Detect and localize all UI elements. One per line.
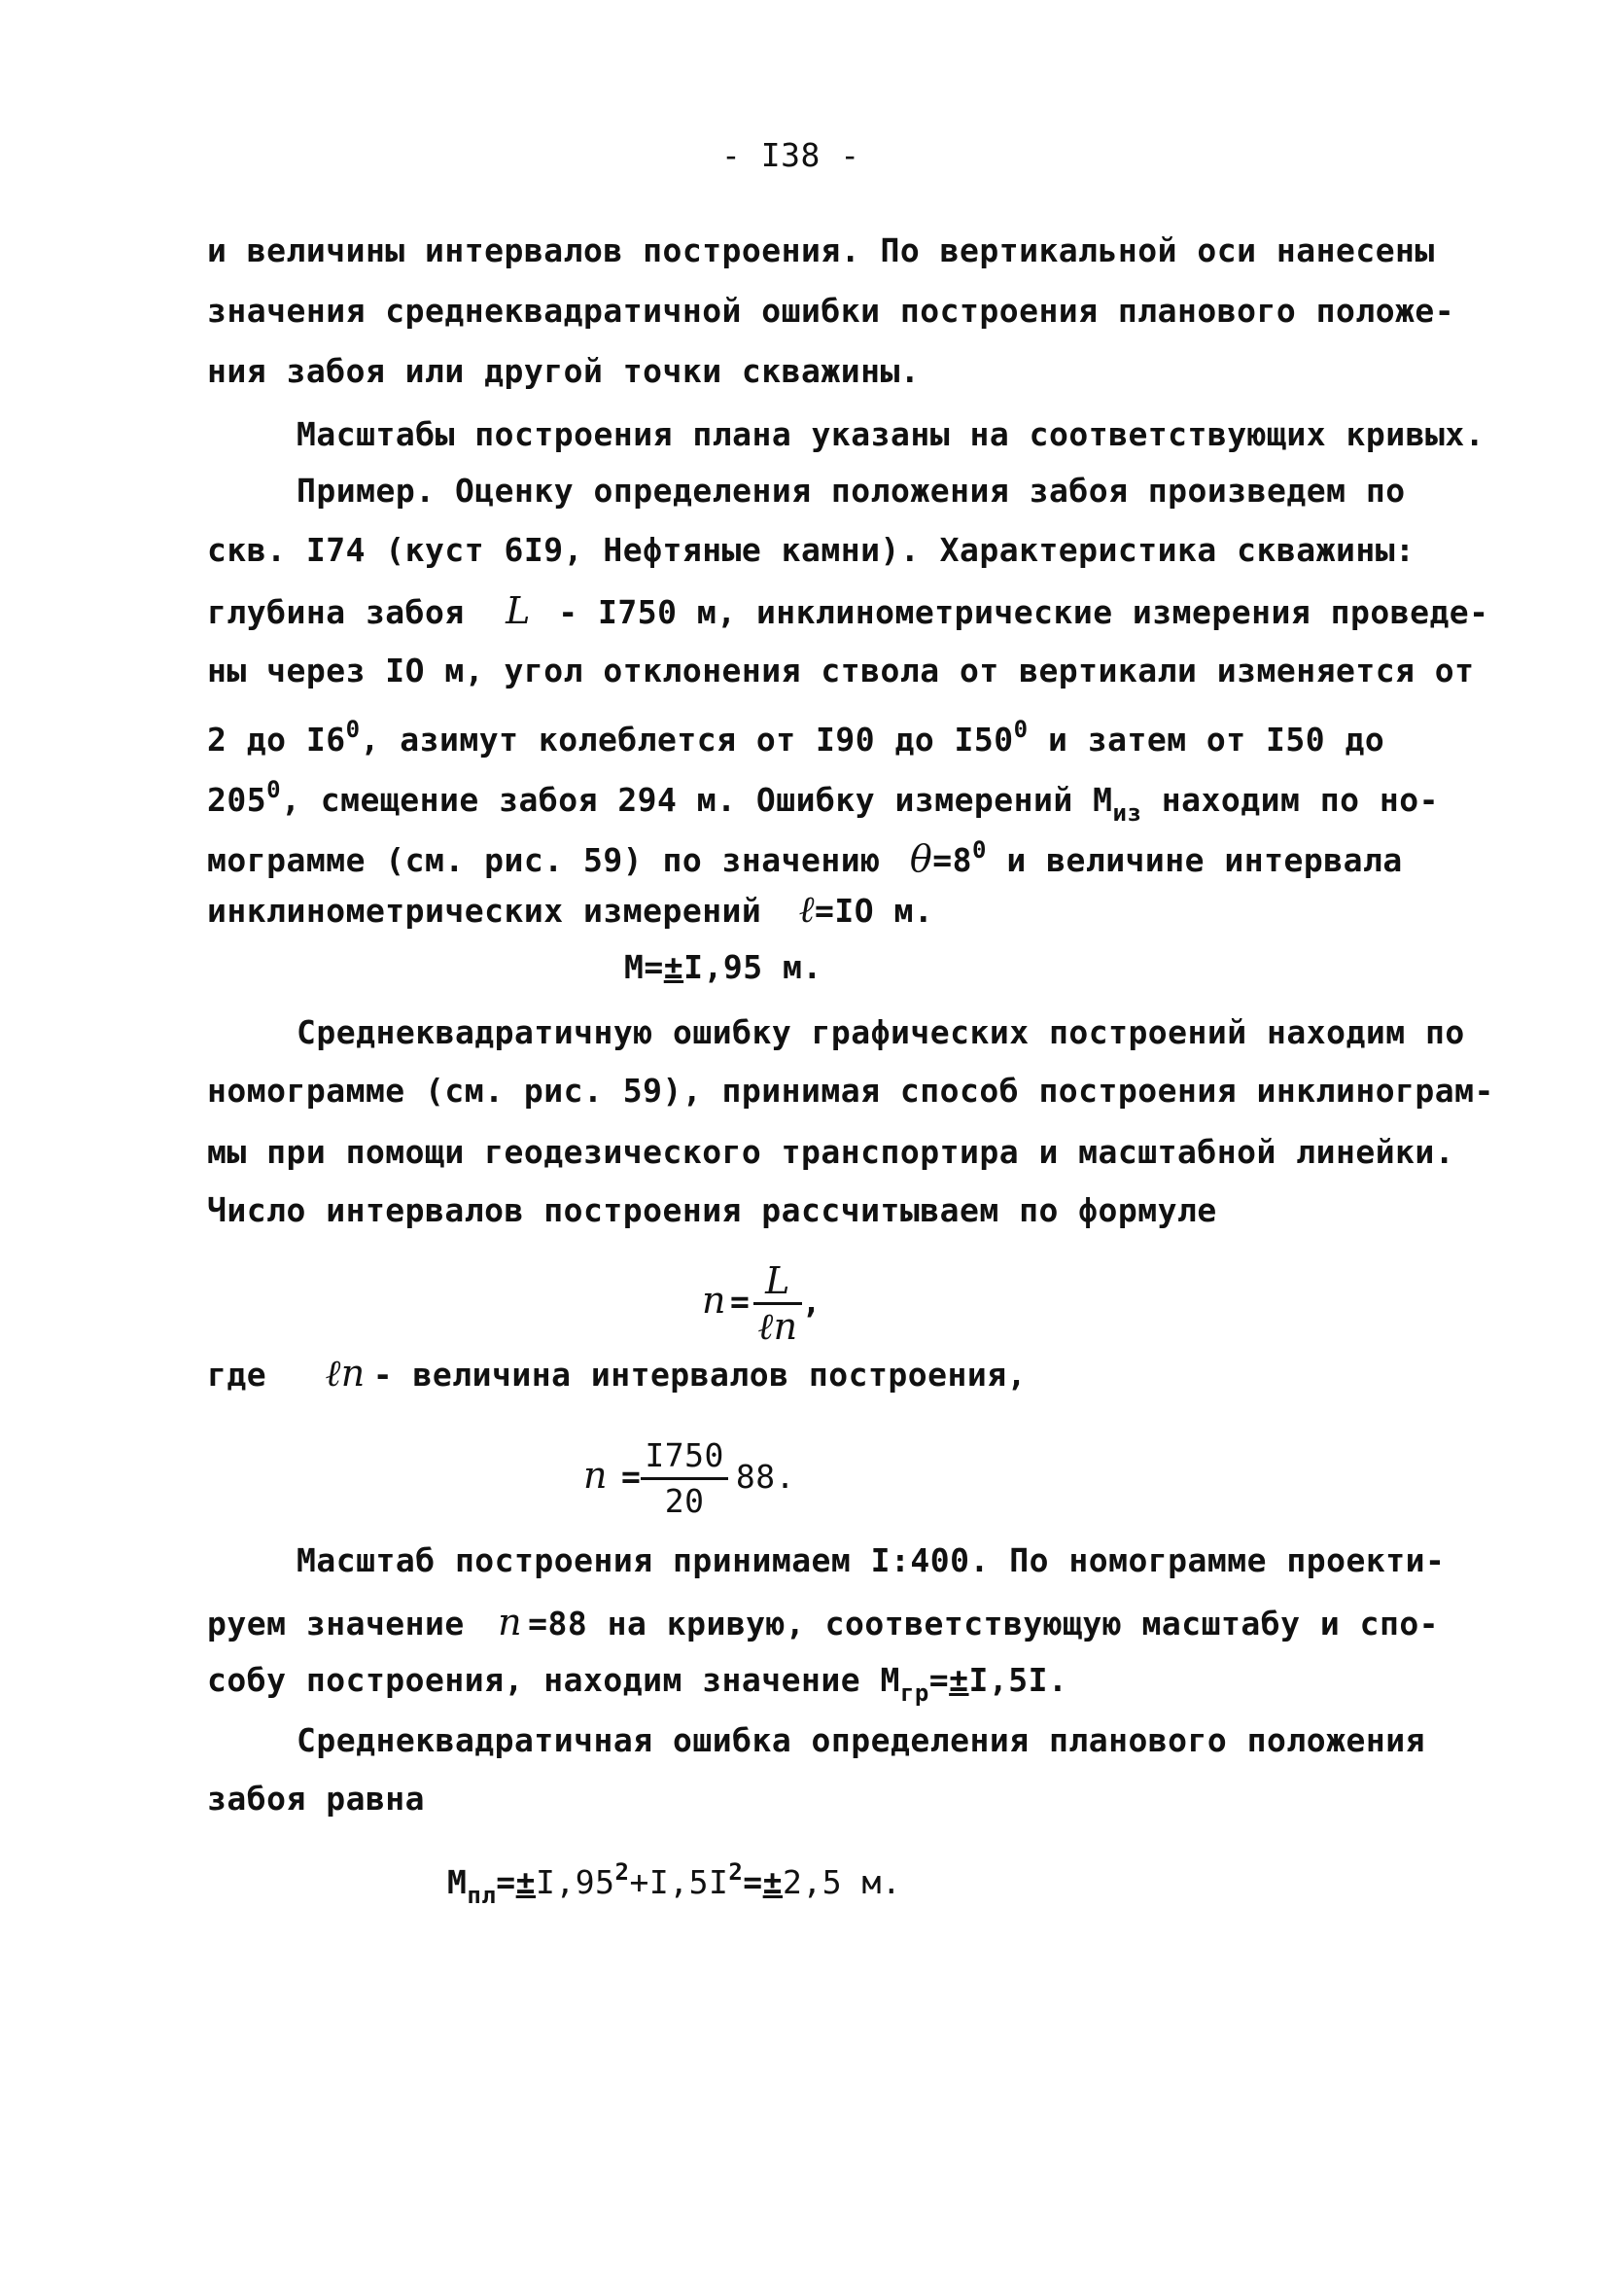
text-line: ны через IO м, угол отклонения ствола от вертикали изменяется от (207, 652, 1475, 689)
formula-n (702, 1259, 821, 1348)
formula-text: = (620, 1458, 642, 1496)
math-variable-L: L (506, 589, 531, 632)
plus-minus: ± (663, 948, 684, 986)
text-line: скв. I74 (куст 6I9, Нефтяные камни). Характеристика скважины: (207, 531, 1416, 569)
formula-text: 2,5 м. (783, 1863, 902, 1901)
subscript: гр (899, 1679, 929, 1707)
text-line (207, 890, 933, 931)
degree-mark: 0 (972, 836, 987, 864)
page-number: - I38 - (721, 136, 860, 174)
text-line: Масштаб построения принимаем I:400. По номограмме проекти- (297, 1541, 1446, 1579)
fraction (753, 1259, 801, 1348)
text-segment: = (928, 1661, 950, 1699)
text-segment: 2 до I6 (207, 721, 346, 759)
text-segment: =IO м. (815, 892, 934, 930)
text-segment: находим по но- (1141, 781, 1439, 819)
formula-m-pl (447, 1853, 901, 1915)
text-line (207, 710, 1384, 759)
text-line: Масштабы построения плана указаны на соответствующих кривых. (297, 415, 1486, 453)
text-line (207, 770, 1439, 832)
numerator: L (753, 1259, 801, 1305)
text-line: номограмме (см. рис. 59), принимая способ построения инклинограм- (207, 1072, 1494, 1110)
text-segment: инклинометрических измерений (207, 892, 762, 930)
math-variable-theta: θ (909, 837, 933, 880)
formula-text: I,95 (536, 1863, 615, 1901)
formula-text: 88. (735, 1458, 795, 1496)
formula-text: = (743, 1863, 763, 1901)
text-line: мы при помощи геодезического транспортира и масштабной линейки. (207, 1133, 1455, 1171)
text-line (207, 1661, 1067, 1713)
plus-minus: ± (515, 1863, 537, 1901)
text-line: Пример. Оценку определения положения забоя произведем по (297, 472, 1406, 510)
text-segment: =88 на кривую, соответствующую масштабу и спо- (528, 1605, 1440, 1643)
plus-minus: ± (762, 1863, 784, 1901)
text-line: и величины интервалов построения. По вертикальной оси нанесены (207, 231, 1435, 269)
text-line: Среднеквадратичную ошибку графических построений находим по (297, 1013, 1465, 1051)
text-segment: , азимут колеблется от I90 до I50 (360, 721, 1014, 759)
text-segment: собу построения, находим значение М (207, 1661, 900, 1699)
denominator: ℓn (757, 1305, 798, 1348)
formula-n-calc (583, 1434, 795, 1523)
text-segment: , смещение забоя 294 м. Ошибку измерений М (281, 781, 1113, 819)
text-line (207, 1354, 1027, 1395)
math-variable-n: n (583, 1454, 608, 1497)
math-variable-n: n (498, 1601, 523, 1643)
formula-text: = (496, 1863, 516, 1901)
text-segment: - I750 м, инклинометрические измерения проведе- (558, 593, 1489, 631)
text-line (207, 1603, 1439, 1643)
subscript: из (1112, 799, 1142, 827)
text-segment: 205 (207, 781, 267, 819)
text-line (207, 830, 1403, 880)
text-line: Число интервалов построения рассчитываем по формуле (207, 1191, 1217, 1229)
superscript: 2 (614, 1858, 630, 1886)
plus-minus: ± (949, 1661, 969, 1699)
degree-mark: 0 (1013, 716, 1029, 743)
numerator: I750 (641, 1434, 727, 1480)
text-line: значения среднеквадратичной ошибки построения планового положе- (207, 292, 1455, 330)
text-segment: руем значение (207, 1605, 465, 1643)
text-line (207, 591, 1489, 632)
subscript: пл (467, 1882, 497, 1909)
formula-text: I,95 м. (683, 948, 822, 986)
math-variable-l: ℓ (798, 888, 815, 931)
formula-text: М (447, 1863, 468, 1901)
formula-text: М= (624, 948, 664, 986)
superscript: 2 (728, 1858, 744, 1886)
text-segment: мограмме (см. рис. 59) по значению (207, 841, 881, 879)
text-segment: где (207, 1356, 267, 1394)
degree-mark: 0 (345, 716, 361, 743)
fraction (641, 1434, 727, 1523)
math-variable-n: n (702, 1279, 726, 1322)
math-variable-ln: ℓn (325, 1352, 366, 1395)
text-segment: =8 (932, 841, 973, 879)
text-segment: глубина забоя (207, 593, 465, 631)
text-line: Среднеквадратичная ошибка определения планового положения (297, 1721, 1425, 1759)
text-segment: I,5I. (968, 1661, 1068, 1699)
formula-m (624, 948, 822, 987)
text-segment: и величине интервала (986, 841, 1403, 879)
formula-text: = (729, 1283, 751, 1321)
formula-text: +I,5I (629, 1863, 729, 1901)
denominator: 20 (664, 1482, 705, 1520)
text-segment: - величина интервалов построения, (372, 1356, 1027, 1394)
text-line: забоя равна (207, 1780, 426, 1818)
text-line: ния забоя или другой точки скважины. (207, 352, 921, 390)
formula-text: , (801, 1283, 822, 1321)
degree-mark: 0 (266, 776, 282, 803)
text-segment: и затем от I50 до (1028, 721, 1385, 759)
